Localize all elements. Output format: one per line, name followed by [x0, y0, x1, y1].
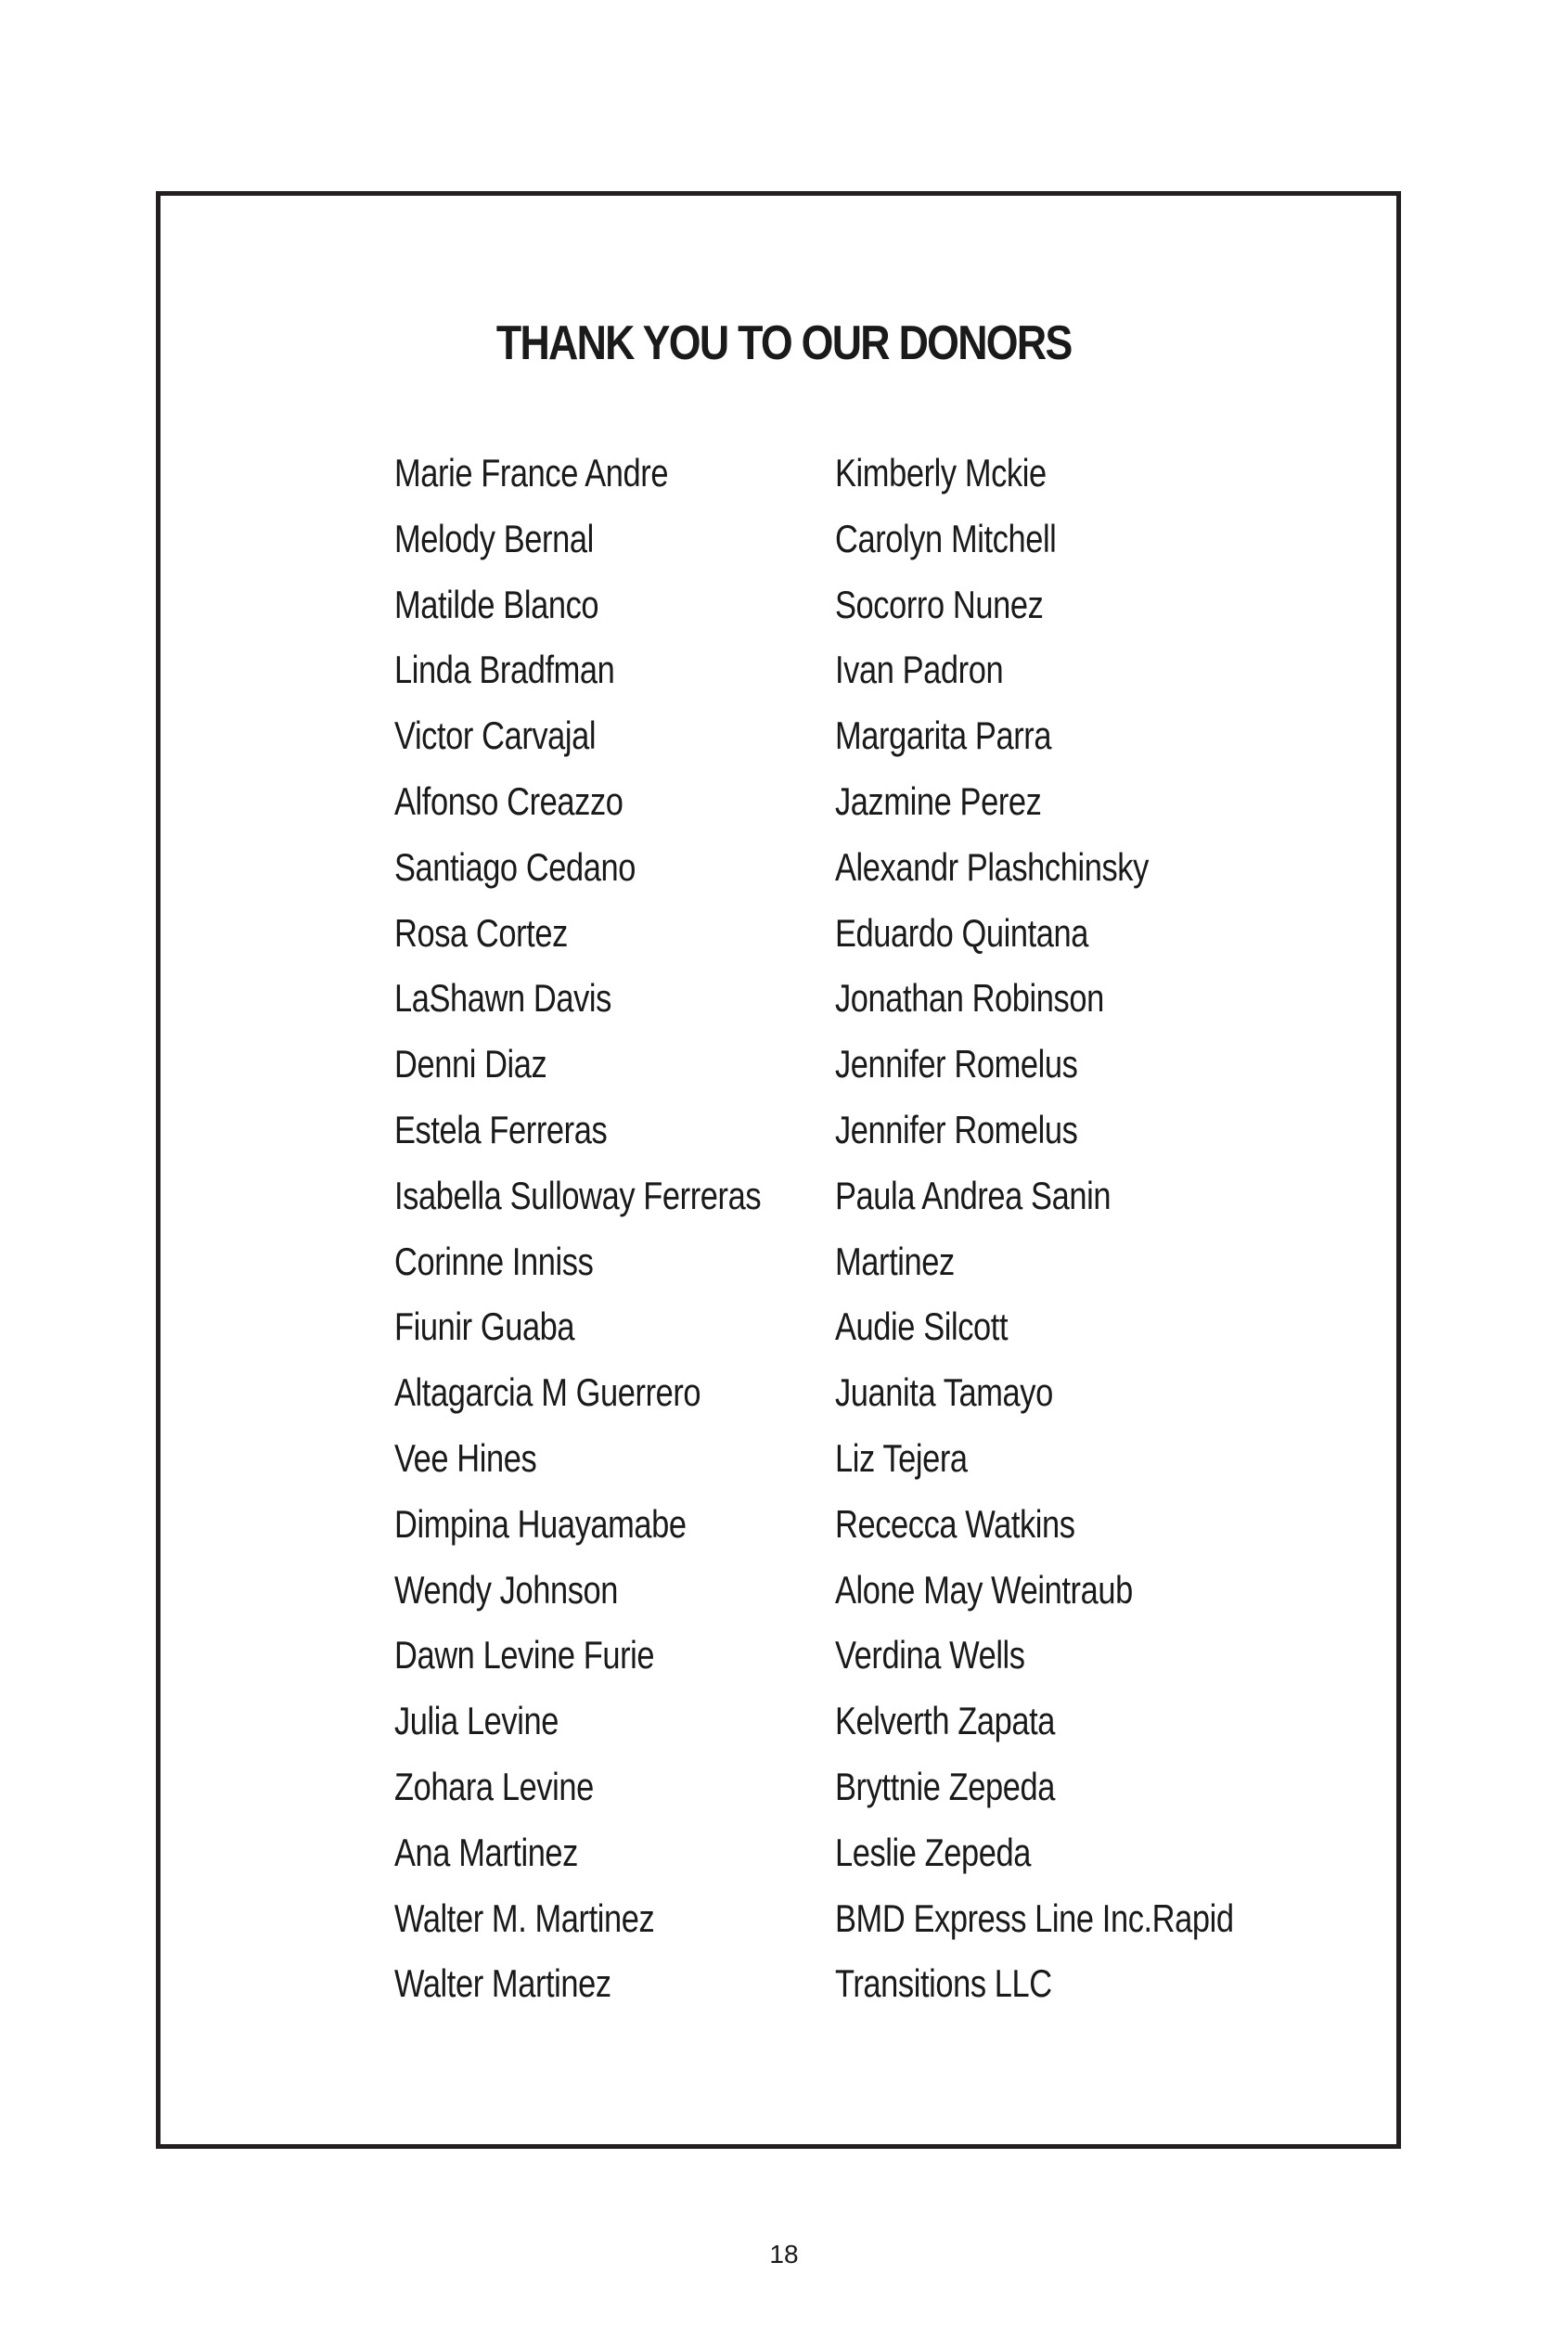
- donor-name: Linda Bradfman: [394, 648, 615, 692]
- donor-name: Verdina Wells: [835, 1633, 1025, 1677]
- donor-name: Rececca Watkins: [835, 1501, 1075, 1546]
- donor-name: Santiago Cedano: [394, 844, 636, 889]
- donor-name: Dawn Levine Furie: [394, 1633, 655, 1677]
- donor-name: Corinne Inniss: [394, 1239, 594, 1283]
- donor-name: Isabella Sulloway Ferreras: [394, 1173, 762, 1217]
- donor-name: Jazmine Perez: [835, 778, 1042, 823]
- donor-name: Eduardo Quintana: [835, 910, 1088, 955]
- donor-name: Walter M. Martinez: [394, 1896, 655, 1940]
- donor-name: Alfonso Creazzo: [394, 778, 623, 823]
- donor-name: Wendy Johnson: [394, 1567, 619, 1612]
- donor-name: Marie France Andre: [394, 451, 669, 495]
- donor-name: Ana Martinez: [394, 1830, 578, 1874]
- donor-name: Altagarcia M Guerrero: [394, 1370, 701, 1415]
- donor-name: Julia Levine: [394, 1699, 559, 1743]
- donor-name: Rosa Cortez: [394, 910, 568, 955]
- donor-name: Margarita Parra: [835, 713, 1052, 758]
- donor-name: Transitions LLC: [835, 1961, 1052, 2006]
- donor-list-left: [394, 445, 842, 2022]
- donor-name: Martinez: [835, 1239, 955, 1283]
- page-number: 18: [769, 2240, 799, 2268]
- donor-name: Socorro Nunez: [835, 582, 1044, 626]
- donor-name: Denni Diaz: [394, 1042, 547, 1086]
- donor-name: Vee Hines: [394, 1435, 537, 1480]
- donor-name: Dimpina Huayamabe: [394, 1501, 687, 1546]
- donor-name: Alexandr Plashchinsky: [835, 844, 1149, 889]
- donor-name: Jennifer Romelus: [835, 1107, 1078, 1151]
- donor-name: Leslie Zepeda: [835, 1830, 1032, 1874]
- donor-name: Melody Bernal: [394, 516, 594, 560]
- donor-name: Kelverth Zapata: [835, 1699, 1055, 1743]
- donor-list-right: [835, 445, 1321, 2022]
- donor-name: Matilde Blanco: [394, 582, 599, 626]
- donor-name: Estela Ferreras: [394, 1107, 608, 1151]
- donor-name: Walter Martinez: [394, 1961, 611, 2006]
- donor-name: Jennifer Romelus: [835, 1042, 1078, 1086]
- donor-name: Carolyn Mitchell: [835, 516, 1057, 560]
- donor-name: Jonathan Robinson: [835, 976, 1104, 1021]
- donor-name: BMD Express Line Inc.Rapid: [835, 1896, 1234, 1940]
- donor-name: Fiunir Guaba: [394, 1304, 575, 1349]
- donor-name: Audie Silcott: [835, 1304, 1009, 1349]
- donor-name: Zohara Levine: [394, 1764, 594, 1808]
- donor-name: Victor Carvajal: [394, 713, 597, 758]
- donor-name: Paula Andrea Sanin: [835, 1173, 1112, 1217]
- donor-name: Kimberly Mckie: [835, 451, 1047, 495]
- donor-name: Liz Tejera: [835, 1435, 968, 1480]
- donor-name: Alone May Weintraub: [835, 1567, 1133, 1612]
- donor-name: LaShawn Davis: [394, 976, 611, 1021]
- donor-name: Ivan Padron: [835, 648, 1004, 692]
- page-title: THANK YOU TO OUR DONORS: [495, 316, 1072, 370]
- donor-name: Juanita Tamayo: [835, 1370, 1053, 1415]
- donor-name: Bryttnie Zepeda: [835, 1764, 1055, 1808]
